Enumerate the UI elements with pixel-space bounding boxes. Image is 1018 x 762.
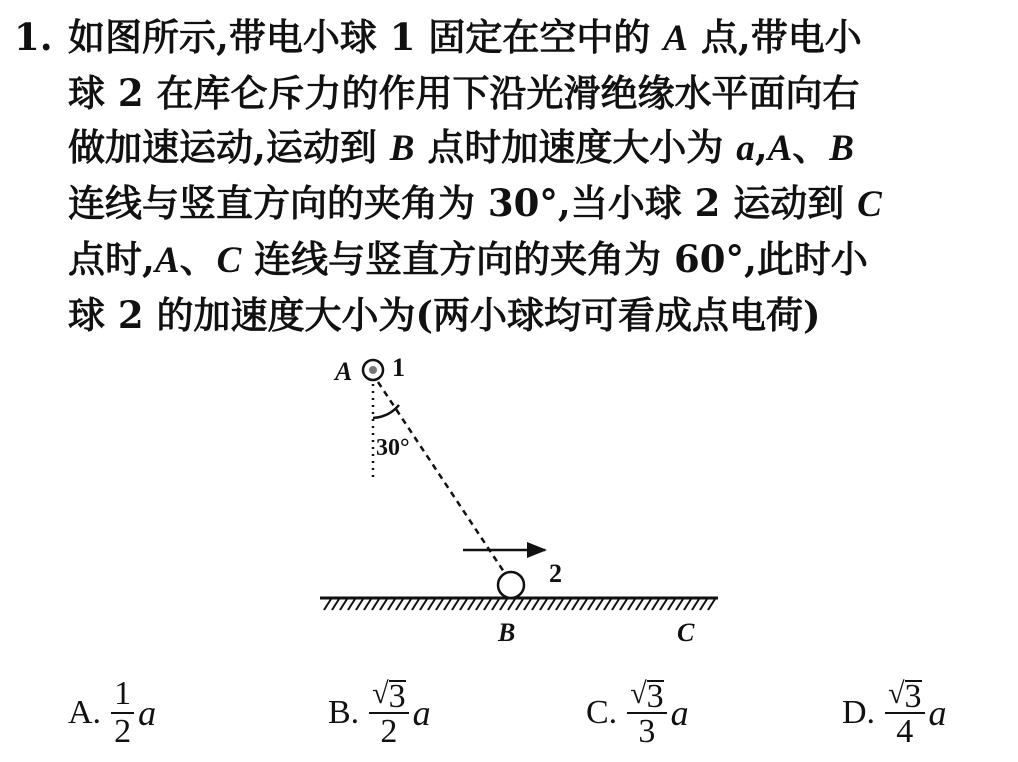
hatch-mark bbox=[452, 599, 459, 610]
denominator: 4 bbox=[896, 713, 914, 750]
text-segment: 点时加速度大小为 bbox=[414, 125, 737, 169]
hatch-mark bbox=[380, 599, 387, 610]
hatch-mark bbox=[428, 599, 435, 610]
text-segment: 球 2 的加速度大小为(两小球均可看成点电荷) bbox=[68, 293, 821, 337]
hatch-mark bbox=[348, 599, 355, 610]
point-b-ref: B bbox=[829, 128, 854, 169]
hatch-mark bbox=[364, 599, 371, 610]
option-label: A. bbox=[68, 694, 102, 731]
hatch-mark bbox=[684, 599, 691, 610]
hatch-mark bbox=[596, 599, 603, 610]
hatch-mark bbox=[420, 599, 427, 610]
hatch-mark bbox=[444, 599, 451, 610]
option-label: B. bbox=[328, 694, 360, 731]
hatch-mark bbox=[700, 599, 707, 610]
line-a-to-b bbox=[378, 382, 508, 578]
point-c-ref: C bbox=[216, 240, 242, 281]
hatch-mark bbox=[404, 599, 411, 610]
hatch-mark bbox=[324, 599, 331, 610]
hatch-mark bbox=[372, 599, 379, 610]
answer-options bbox=[0, 668, 1018, 758]
text-segment: 点时, bbox=[68, 237, 155, 281]
variable-a: a bbox=[138, 693, 157, 733]
hatch-mark bbox=[468, 599, 475, 610]
hatch-mark bbox=[508, 599, 515, 610]
point-a-ref: A bbox=[663, 18, 688, 59]
ball-2 bbox=[498, 572, 524, 598]
hatch-mark bbox=[612, 599, 619, 610]
text-segment: 球 2 在库仑斥力的作用下沿光滑绝缘水平面向右 bbox=[68, 71, 860, 115]
hatch-mark bbox=[572, 599, 579, 610]
hatch-mark bbox=[524, 599, 531, 610]
question-number: 1. bbox=[14, 15, 53, 59]
sqrt-icon: √ bbox=[888, 677, 905, 710]
hatch-mark bbox=[564, 599, 571, 610]
hatch-mark bbox=[652, 599, 659, 610]
hatch-mark bbox=[628, 599, 635, 610]
numerator bbox=[111, 676, 134, 714]
numerator-value: 1 bbox=[114, 675, 132, 712]
fraction bbox=[885, 676, 924, 750]
angle-arc bbox=[373, 405, 399, 418]
hatch-mark bbox=[532, 599, 539, 610]
hatch-mark bbox=[636, 599, 643, 610]
text-segment: 做加速运动,运动到 bbox=[68, 125, 390, 169]
point-b-ref: B bbox=[389, 128, 415, 169]
sqrt-icon: √ bbox=[372, 677, 389, 710]
numerator bbox=[885, 676, 924, 714]
hatch-mark bbox=[644, 599, 651, 610]
label-angle: 30° bbox=[376, 435, 410, 461]
radicand: 3 bbox=[904, 678, 922, 715]
hatch-mark bbox=[588, 599, 595, 610]
hatch-mark bbox=[556, 599, 563, 610]
sqrt-expression bbox=[888, 676, 922, 715]
label-point-a: A bbox=[335, 357, 353, 386]
hatch-mark bbox=[692, 599, 699, 610]
hatch-mark bbox=[436, 599, 443, 610]
label-ball-1: 1 bbox=[392, 353, 405, 382]
fraction bbox=[111, 676, 134, 750]
denominator: 3 bbox=[638, 713, 656, 750]
variable-a: a bbox=[670, 693, 689, 733]
hatch-mark bbox=[708, 599, 715, 610]
hatch-mark bbox=[460, 599, 467, 610]
hatch-mark bbox=[668, 599, 675, 610]
hatch-mark bbox=[516, 599, 523, 610]
denominator: 2 bbox=[380, 713, 398, 750]
hatch-mark bbox=[388, 599, 395, 610]
hatch-mark bbox=[356, 599, 363, 610]
hatch-mark bbox=[540, 599, 547, 610]
option-label: C. bbox=[586, 694, 618, 731]
hatch-mark bbox=[604, 599, 611, 610]
option-c[interactable] bbox=[586, 668, 689, 758]
text-segment: 、 bbox=[179, 237, 217, 281]
hatch-mark bbox=[340, 599, 347, 610]
text-segment: 点,带电小 bbox=[687, 15, 862, 59]
variable-a: a bbox=[928, 693, 947, 733]
hatch-mark bbox=[548, 599, 555, 610]
hatch-mark bbox=[500, 599, 507, 610]
point-a-ref: A bbox=[154, 240, 180, 281]
fraction bbox=[627, 676, 666, 750]
option-label: D. bbox=[842, 694, 876, 731]
ground-hatching bbox=[324, 599, 715, 610]
sqrt-icon: √ bbox=[630, 677, 647, 710]
radicand: 3 bbox=[646, 678, 664, 715]
option-b[interactable] bbox=[328, 668, 431, 758]
hatch-mark bbox=[476, 599, 483, 610]
accel-a-ref: a bbox=[736, 128, 755, 169]
sqrt-expression bbox=[372, 676, 406, 715]
label-point-c: C bbox=[677, 618, 695, 647]
hatch-mark bbox=[660, 599, 667, 610]
fraction bbox=[369, 676, 408, 750]
hatch-mark bbox=[332, 599, 339, 610]
text-segment: 连线与竖直方向的夹角为 30°,当小球 2 运动到 bbox=[68, 181, 858, 225]
text-segment: 、 bbox=[792, 125, 830, 169]
option-a[interactable] bbox=[68, 668, 156, 758]
hatch-mark bbox=[492, 599, 499, 610]
hatch-mark bbox=[580, 599, 587, 610]
denominator: 2 bbox=[114, 713, 132, 750]
hatch-mark bbox=[484, 599, 491, 610]
text-segment: , bbox=[754, 125, 768, 169]
hatch-mark bbox=[620, 599, 627, 610]
label-point-b: B bbox=[498, 618, 516, 647]
hatch-mark bbox=[676, 599, 683, 610]
text-segment: 连线与竖直方向的夹角为 60°,此时小 bbox=[241, 237, 868, 281]
numerator bbox=[369, 676, 408, 714]
point-a-ref: A bbox=[767, 128, 793, 169]
option-d[interactable] bbox=[842, 668, 947, 758]
radicand: 3 bbox=[388, 678, 406, 715]
label-ball-2: 2 bbox=[549, 559, 562, 588]
text-segment: 如图所示,带电小球 1 固定在空中的 bbox=[68, 15, 664, 59]
numerator bbox=[627, 676, 666, 714]
ball-1-center bbox=[369, 366, 377, 374]
hatch-mark bbox=[396, 599, 403, 610]
variable-a: a bbox=[412, 693, 431, 733]
hatch-mark bbox=[412, 599, 419, 610]
point-c-ref: C bbox=[857, 184, 882, 225]
sqrt-expression bbox=[630, 676, 664, 715]
